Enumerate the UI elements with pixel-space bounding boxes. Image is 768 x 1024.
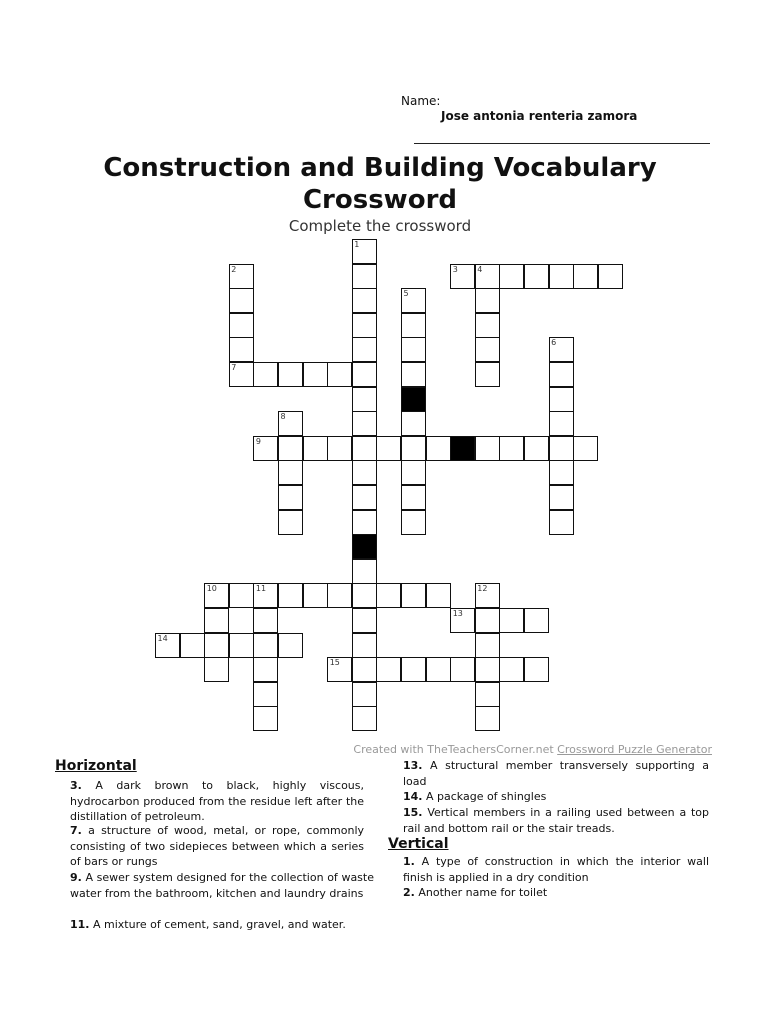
crossword-cell[interactable]	[426, 657, 451, 682]
crossword-cell[interactable]	[303, 436, 328, 461]
crossword-cell[interactable]	[401, 411, 426, 436]
clue-number: 11.	[70, 918, 90, 931]
clue-text: Another name for toilet	[418, 886, 548, 899]
crossword-cell[interactable]	[549, 264, 574, 289]
crossword-cell[interactable]	[524, 657, 549, 682]
crossword-cell[interactable]	[352, 583, 377, 608]
crossword-cell[interactable]	[475, 288, 500, 313]
crossword-cell[interactable]	[475, 436, 500, 461]
crossword-cell[interactable]	[253, 608, 278, 633]
crossword-cell[interactable]	[376, 436, 401, 461]
crossword-cell[interactable]	[549, 411, 574, 436]
clue-vertical-2	[403, 885, 709, 901]
generator-link[interactable]: Crossword Puzzle Generator	[557, 743, 712, 756]
title-line-2: Crossword	[302, 185, 458, 215]
cell-number: 12	[477, 584, 488, 594]
cell-number: 9	[255, 436, 261, 446]
crossword-cell[interactable]	[475, 706, 500, 731]
clue-number: 14.	[403, 790, 423, 803]
crossword-cell[interactable]	[549, 510, 574, 535]
crossword-cell[interactable]	[278, 510, 303, 535]
crossword-cell[interactable]	[352, 313, 377, 338]
clue-horizontal-14	[403, 789, 709, 805]
crossword-cell[interactable]	[352, 362, 377, 387]
cell-number: 13	[452, 609, 463, 618]
cell-number: 14	[157, 633, 168, 643]
crossword-cell[interactable]	[204, 657, 229, 682]
crossword-cell[interactable]	[327, 583, 352, 608]
crossword-cell[interactable]	[549, 387, 574, 412]
cell-number: 3	[452, 264, 458, 274]
cell-number: 5	[403, 289, 409, 299]
crossword-cell[interactable]	[499, 264, 524, 289]
crossword-cell[interactable]	[426, 583, 451, 608]
crossword-cell[interactable]	[352, 559, 377, 584]
crossword-cell[interactable]	[426, 436, 451, 461]
cell-number: 10	[206, 584, 217, 594]
crossword-cell[interactable]	[278, 362, 303, 387]
crossword-cell[interactable]	[253, 706, 278, 731]
crossword-cell[interactable]	[499, 436, 524, 461]
crossword-cell[interactable]	[475, 608, 500, 633]
crossword-cell[interactable]	[229, 633, 254, 658]
crossword-cell[interactable]	[352, 337, 377, 362]
crossword-cell[interactable]	[401, 510, 426, 535]
credit-line	[300, 743, 712, 756]
crossword-cell[interactable]	[475, 633, 500, 658]
crossword-black-cell	[352, 534, 377, 559]
crossword-cell[interactable]	[352, 485, 377, 510]
crossword-cell[interactable]	[352, 633, 377, 658]
crossword-cell[interactable]	[352, 608, 377, 633]
clue-text: A dark brown to black, highly viscous, hydrocarbon produced from the residue left after the distillation of petroleum.	[70, 779, 364, 823]
clue-horizontal-7	[70, 823, 364, 870]
crossword-cell[interactable]	[229, 313, 254, 338]
clue-number: 13.	[403, 759, 423, 772]
crossword-cell[interactable]	[352, 460, 377, 485]
crossword-cell[interactable]	[401, 313, 426, 338]
crossword-cell[interactable]	[352, 411, 377, 436]
crossword-cell[interactable]	[573, 264, 598, 289]
crossword-cell[interactable]	[204, 633, 229, 658]
clue-horizontal-11	[70, 917, 370, 933]
crossword-cell[interactable]	[450, 657, 475, 682]
clue-text: Vertical members in a railing used between a top rail and bottom rail or the stair treads.	[403, 806, 710, 835]
cell-number: 8	[280, 412, 286, 422]
crossword-cell[interactable]	[598, 264, 623, 289]
crossword-cell[interactable]	[180, 633, 205, 658]
crossword-cell[interactable]	[524, 436, 549, 461]
crossword-cell[interactable]	[303, 362, 328, 387]
crossword-cell[interactable]	[573, 436, 598, 461]
clue-horizontal-15	[403, 805, 709, 836]
cell-number: 7	[231, 363, 237, 372]
crossword-cell[interactable]	[278, 436, 303, 461]
clue-horizontal-3	[70, 778, 364, 825]
crossword-cell[interactable]	[253, 633, 278, 658]
crossword-cell[interactable]	[475, 657, 500, 682]
crossword-cell[interactable]	[229, 288, 254, 313]
name-underline	[414, 143, 710, 144]
crossword-cell[interactable]	[352, 436, 377, 461]
crossword-cell[interactable]	[253, 682, 278, 707]
page-title	[80, 152, 680, 216]
clue-text: A structural member transversely supporting a load	[403, 759, 709, 788]
cell-number: 4	[477, 264, 483, 274]
name-label: Name:	[401, 94, 441, 108]
crossword-cell[interactable]	[303, 583, 328, 608]
cell-number: 2	[231, 264, 237, 274]
crossword-cell[interactable]	[376, 657, 401, 682]
crossword-cell[interactable]	[499, 608, 524, 633]
crossword-cell[interactable]	[327, 362, 352, 387]
crossword-cell[interactable]	[475, 682, 500, 707]
clue-number: 2.	[403, 886, 415, 899]
crossword-cell[interactable]	[278, 460, 303, 485]
horizontal-heading: Horizontal	[55, 758, 137, 774]
crossword-cell[interactable]	[352, 682, 377, 707]
crossword-cell[interactable]	[499, 657, 524, 682]
title-line-1: Construction and Building Vocabulary	[103, 153, 657, 183]
cell-number: 1	[354, 240, 360, 249]
crossword-black-cell	[401, 387, 426, 412]
clue-number: 15.	[403, 806, 423, 819]
crossword-cell[interactable]	[204, 608, 229, 633]
crossword-cell[interactable]	[524, 264, 549, 289]
crossword-cell[interactable]	[253, 362, 278, 387]
clue-text: A package of shingles	[426, 790, 547, 803]
crossword-cell[interactable]	[352, 387, 377, 412]
crossword-cell[interactable]	[401, 337, 426, 362]
credit-prefix: Created with TheTeachersCorner.net	[353, 743, 558, 756]
crossword-cell[interactable]	[401, 436, 426, 461]
crossword-cell[interactable]	[475, 337, 500, 362]
subtitle: Complete the crossword	[288, 217, 472, 235]
clue-vertical-1	[403, 854, 709, 885]
crossword-cell[interactable]	[401, 485, 426, 510]
crossword-cell[interactable]	[352, 288, 377, 313]
crossword-cell[interactable]	[352, 657, 377, 682]
crossword-cell[interactable]	[401, 460, 426, 485]
crossword-cell[interactable]	[401, 583, 426, 608]
crossword-cell[interactable]	[352, 706, 377, 731]
crossword-cell[interactable]	[524, 608, 549, 633]
clue-number: 1.	[403, 855, 415, 868]
name-value: Jose antonia renteria zamora	[441, 109, 638, 123]
clue-text: A mixture of cement, sand, gravel, and water.	[93, 918, 346, 931]
clue-number: 7.	[70, 824, 82, 837]
clue-number: 9.	[70, 871, 82, 884]
clue-text: A type of construction in which the interior wall finish is applied in a dry condition	[403, 855, 709, 884]
crossword-cell[interactable]	[327, 436, 352, 461]
clue-text: A sewer system designed for the collection of waste water from the bathroom, kitchen and laundry drains	[70, 871, 374, 900]
crossword-cell[interactable]	[549, 362, 574, 387]
crossword-cell[interactable]	[253, 657, 278, 682]
crossword-cell[interactable]	[475, 313, 500, 338]
cell-number: 11	[255, 584, 267, 594]
crossword-cell[interactable]	[229, 337, 254, 362]
clue-number: 3.	[70, 779, 82, 792]
crossword-cell[interactable]	[352, 264, 377, 289]
crossword-cell[interactable]	[401, 362, 426, 387]
clue-text: a structure of wood, metal, or rope, commonly consisting of two sidepieces between which a series of bars or rungs	[70, 824, 365, 868]
crossword-cell[interactable]	[376, 583, 401, 608]
cell-number: 15	[329, 658, 340, 668]
cell-number: 6	[551, 338, 557, 348]
crossword-cell[interactable]	[278, 485, 303, 510]
crossword-cell[interactable]	[278, 583, 303, 608]
crossword-cell[interactable]	[401, 657, 426, 682]
crossword-cell[interactable]	[475, 362, 500, 387]
crossword-cell[interactable]	[278, 633, 303, 658]
crossword-cell[interactable]	[229, 583, 254, 608]
crossword-cell[interactable]	[549, 436, 574, 461]
crossword-cell[interactable]	[352, 510, 377, 535]
crossword-cell[interactable]	[549, 460, 574, 485]
clue-horizontal-13	[403, 758, 709, 789]
crossword-cell[interactable]	[549, 485, 574, 510]
clue-horizontal-9	[70, 870, 374, 901]
vertical-heading: Vertical	[388, 836, 449, 852]
crossword-black-cell	[450, 436, 475, 461]
